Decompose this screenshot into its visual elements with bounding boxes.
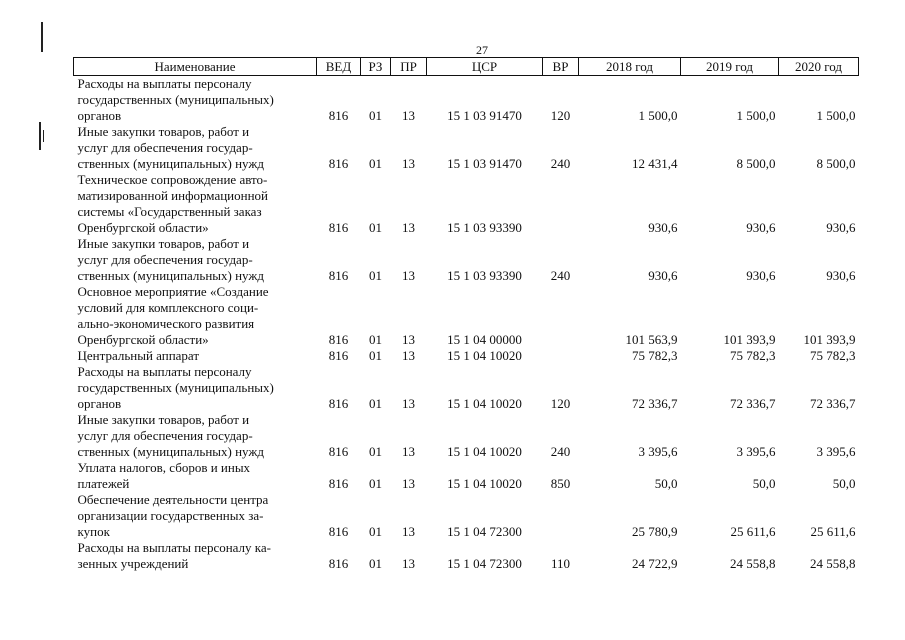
cell-vr xyxy=(543,172,579,236)
row-name-line: ально-экономического развития xyxy=(77,316,255,331)
cell-csr: 15 1 04 72300 xyxy=(447,524,522,539)
cell-2020: 930,6 xyxy=(826,268,856,283)
header-ved: ВЕД xyxy=(317,58,361,76)
cell-2019: 24 558,8 xyxy=(730,556,776,571)
cell-vr: 120 xyxy=(550,396,571,411)
cell-2018: 12 431,4 xyxy=(632,156,678,171)
cell-2018: 24 722,9 xyxy=(632,556,678,571)
header-2019: 2019 год xyxy=(681,58,779,76)
table-row xyxy=(74,460,859,492)
cell-rz: 01 xyxy=(369,348,382,363)
row-name-line: платежей xyxy=(77,476,130,491)
cell-vr: 110 xyxy=(550,556,571,571)
cell-rz: 01 xyxy=(369,556,382,571)
cell-2018: 50,0 xyxy=(654,476,678,491)
row-name xyxy=(74,76,317,125)
row-name-line: услуг для обеспечения государ- xyxy=(77,428,253,443)
header-pr: ПР xyxy=(391,58,427,76)
cell-csr: 15 1 04 10020 xyxy=(447,396,522,411)
cell-rz: 01 xyxy=(369,156,382,171)
cell-ved: 816 xyxy=(328,268,349,283)
page-number: 27 xyxy=(476,43,488,57)
cell-2019: 25 611,6 xyxy=(730,524,776,539)
row-name xyxy=(74,492,317,540)
cell-vr: 850 xyxy=(550,476,571,491)
row-name-line: органов xyxy=(77,396,122,411)
cell-csr: 15 1 03 91470 xyxy=(447,108,522,123)
table-row xyxy=(74,540,859,572)
row-name-line: Иные закупки товаров, работ и xyxy=(77,412,250,427)
row-name-line: условий для комплексного соци- xyxy=(77,300,259,315)
row-name xyxy=(74,236,317,284)
cell-csr: 15 1 04 10020 xyxy=(447,348,522,363)
cell-2019: 930,6 xyxy=(746,220,776,235)
cell-2018: 25 780,9 xyxy=(632,524,678,539)
cell-pr: 13 xyxy=(402,108,415,123)
row-name-line: Уплата налогов, сборов и иных xyxy=(77,460,251,475)
cell-ved: 816 xyxy=(328,108,349,123)
row-name-line: государственных (муниципальных) xyxy=(77,380,274,395)
scan-artifact-mark xyxy=(39,122,41,150)
row-name-line: матизированной информационной xyxy=(77,188,268,203)
row-name-line: Оренбургской области» xyxy=(77,332,209,347)
table-row xyxy=(74,236,859,284)
cell-vr: 120 xyxy=(550,108,571,123)
row-name-line: Основное мероприятие «Создание xyxy=(77,284,269,299)
scan-artifact-mark xyxy=(43,130,44,142)
header-2020: 2020 год xyxy=(779,58,859,76)
table-row xyxy=(74,348,859,364)
cell-vr xyxy=(543,492,579,540)
cell-vr: 240 xyxy=(550,444,571,459)
cell-pr: 13 xyxy=(402,156,415,171)
header-csr: ЦСР xyxy=(427,58,543,76)
cell-ved: 816 xyxy=(328,444,349,459)
cell-vr: 240 xyxy=(550,156,571,171)
row-name-line: услуг для обеспечения государ- xyxy=(77,252,253,267)
row-name-line: купок xyxy=(77,524,110,539)
cell-2018: 3 395,6 xyxy=(638,444,678,459)
row-name-line: системы «Государственный заказ xyxy=(77,204,262,219)
row-name-line: Обеспечение деятельности центра xyxy=(77,492,269,507)
cell-pr: 13 xyxy=(402,348,415,363)
cell-2020: 75 782,3 xyxy=(810,348,856,363)
header-name: Наименование xyxy=(74,58,317,76)
cell-2020: 101 393,9 xyxy=(803,332,856,347)
row-name-line: ственных (муниципальных) нужд xyxy=(77,156,264,171)
cell-2020: 72 336,7 xyxy=(810,396,856,411)
cell-2020: 8 500,0 xyxy=(816,156,856,171)
budget-table xyxy=(73,57,859,572)
table-row xyxy=(74,412,859,460)
row-name-line: Иные закупки товаров, работ и xyxy=(77,236,250,251)
cell-2018: 72 336,7 xyxy=(632,396,678,411)
table-header-row xyxy=(74,58,859,76)
table-row xyxy=(74,172,859,236)
cell-2020: 24 558,8 xyxy=(810,556,856,571)
table-row xyxy=(74,364,859,412)
row-name-line: Расходы на выплаты персоналу xyxy=(77,364,252,379)
cell-csr: 15 1 04 00000 xyxy=(447,332,522,347)
cell-rz: 01 xyxy=(369,268,382,283)
row-name-line: зенных учреждений xyxy=(77,556,189,571)
cell-2020: 3 395,6 xyxy=(816,444,856,459)
cell-ved: 816 xyxy=(328,556,349,571)
cell-ved: 816 xyxy=(328,332,349,347)
cell-pr: 13 xyxy=(402,268,415,283)
header-2018: 2018 год xyxy=(579,58,681,76)
cell-rz: 01 xyxy=(369,108,382,123)
cell-pr: 13 xyxy=(402,332,415,347)
cell-2018: 930,6 xyxy=(648,268,678,283)
cell-csr: 15 1 03 93390 xyxy=(447,220,522,235)
cell-ved: 816 xyxy=(328,524,349,539)
row-name xyxy=(74,412,317,460)
cell-ved: 816 xyxy=(328,396,349,411)
cell-csr: 15 1 03 91470 xyxy=(447,156,522,171)
cell-2020: 930,6 xyxy=(826,220,856,235)
table-row xyxy=(74,124,859,172)
row-name-line: Расходы на выплаты персоналу xyxy=(77,76,252,91)
cell-rz: 01 xyxy=(369,476,382,491)
cell-pr: 13 xyxy=(402,476,415,491)
cell-pr: 13 xyxy=(402,396,415,411)
row-name-line: организации государственных за- xyxy=(77,508,264,523)
scan-artifact-mark xyxy=(41,22,43,52)
row-name-line: органов xyxy=(77,108,122,123)
cell-pr: 13 xyxy=(402,524,415,539)
cell-rz: 01 xyxy=(369,444,382,459)
cell-ved: 816 xyxy=(328,220,349,235)
header-vr: ВР xyxy=(543,58,579,76)
cell-pr: 13 xyxy=(402,444,415,459)
cell-2019: 8 500,0 xyxy=(736,156,776,171)
cell-csr: 15 1 04 72300 xyxy=(447,556,522,571)
cell-2019: 1 500,0 xyxy=(736,108,776,123)
row-name xyxy=(74,284,317,348)
header-rz: РЗ xyxy=(361,58,391,76)
cell-2020: 25 611,6 xyxy=(810,524,856,539)
cell-2018: 101 563,9 xyxy=(625,332,678,347)
cell-vr xyxy=(543,284,579,348)
cell-csr: 15 1 03 93390 xyxy=(447,268,522,283)
cell-rz: 01 xyxy=(369,396,382,411)
row-name xyxy=(74,364,317,412)
table-row xyxy=(74,76,859,125)
cell-pr: 13 xyxy=(402,556,415,571)
row-name-line: Техническое сопровождение авто- xyxy=(77,172,268,187)
cell-2019: 930,6 xyxy=(746,268,776,283)
row-name-line: Расходы на выплаты персоналу ка- xyxy=(77,540,272,555)
cell-2020: 50,0 xyxy=(832,476,856,491)
cell-rz: 01 xyxy=(369,332,382,347)
table-row xyxy=(74,284,859,348)
row-name xyxy=(74,348,317,364)
row-name-line: Оренбургской области» xyxy=(77,220,209,235)
cell-rz: 01 xyxy=(369,220,382,235)
cell-2018: 930,6 xyxy=(648,220,678,235)
cell-2019: 72 336,7 xyxy=(730,396,776,411)
cell-2019: 101 393,9 xyxy=(723,332,776,347)
cell-2019: 50,0 xyxy=(752,476,776,491)
row-name xyxy=(74,460,317,492)
row-name xyxy=(74,172,317,236)
table-row xyxy=(74,492,859,540)
cell-2018: 75 782,3 xyxy=(632,348,678,363)
cell-csr: 15 1 04 10020 xyxy=(447,444,522,459)
row-name-line: ственных (муниципальных) нужд xyxy=(77,444,264,459)
row-name xyxy=(74,540,317,572)
row-name-line: ственных (муниципальных) нужд xyxy=(77,268,264,283)
cell-2020: 1 500,0 xyxy=(816,108,856,123)
cell-2019: 75 782,3 xyxy=(730,348,776,363)
cell-csr: 15 1 04 10020 xyxy=(447,476,522,491)
cell-2018: 1 500,0 xyxy=(638,108,678,123)
row-name xyxy=(74,124,317,172)
cell-ved: 816 xyxy=(328,476,349,491)
row-name-line: государственных (муниципальных) xyxy=(77,92,274,107)
cell-rz: 01 xyxy=(369,524,382,539)
cell-vr xyxy=(543,348,579,364)
cell-ved: 816 xyxy=(328,156,349,171)
cell-2019: 3 395,6 xyxy=(736,444,776,459)
row-name-line: услуг для обеспечения государ- xyxy=(77,140,253,155)
row-name-line: Иные закупки товаров, работ и xyxy=(77,124,250,139)
cell-ved: 816 xyxy=(328,348,349,363)
cell-pr: 13 xyxy=(402,220,415,235)
cell-vr: 240 xyxy=(550,268,571,283)
row-name-line: Центральный аппарат xyxy=(77,348,200,363)
